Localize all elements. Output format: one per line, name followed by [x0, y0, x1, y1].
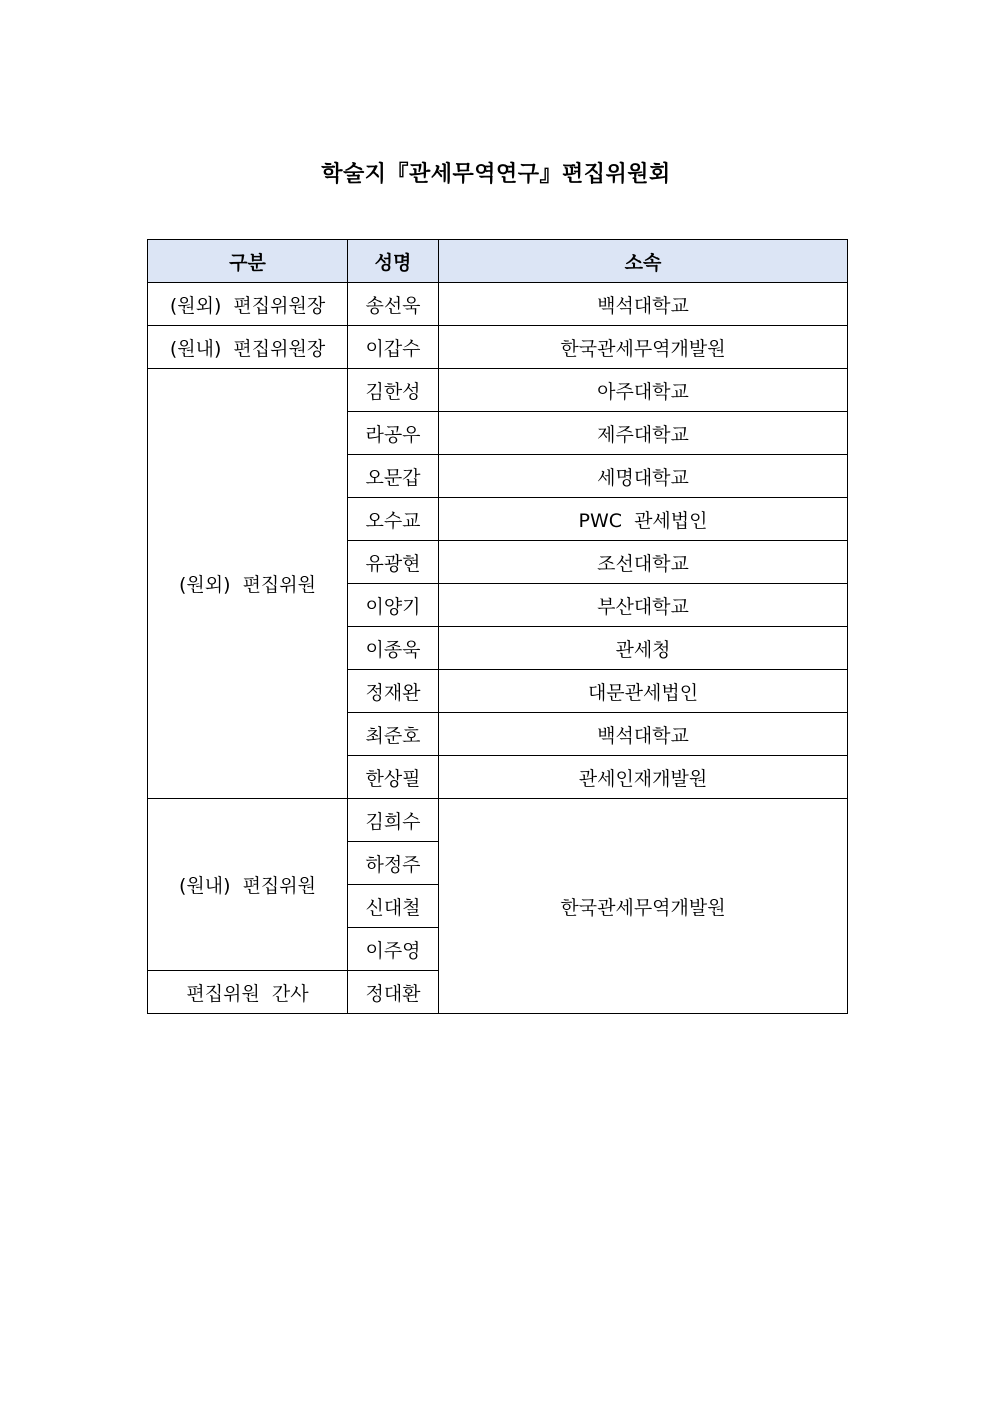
affiliation-cell: 세명대학교: [439, 455, 848, 498]
affiliation-cell: 제주대학교: [439, 412, 848, 455]
name-cell: 정대환: [348, 971, 439, 1014]
name-cell: 하정주: [348, 842, 439, 885]
header-name: 성명: [348, 240, 439, 283]
name-cell: 김한성: [348, 369, 439, 412]
affiliation-cell: 관세청: [439, 627, 848, 670]
affiliation-cell: 조선대학교: [439, 541, 848, 584]
table-row: [148, 369, 848, 412]
name-cell: 라공우: [348, 412, 439, 455]
name-cell: 이갑수: [348, 326, 439, 369]
name-cell: 유광현: [348, 541, 439, 584]
name-cell: 최준호: [348, 713, 439, 756]
category-cell: (원내) 편집위원장: [148, 326, 348, 369]
table-row: [148, 283, 848, 326]
name-cell: 이주영: [348, 928, 439, 971]
table-row: [148, 799, 848, 842]
affiliation-cell: 대문관세법인: [439, 670, 848, 713]
name-cell: 정재완: [348, 670, 439, 713]
affiliation-cell: PWC 관세법인: [439, 498, 848, 541]
shared-affiliation-cell: 한국관세무역개발원: [439, 799, 848, 1014]
header-category: 구분: [148, 240, 348, 283]
name-cell: 오수교: [348, 498, 439, 541]
document-title: 학술지『관세무역연구』편집위원회: [321, 162, 671, 187]
affiliation-cell: 아주대학교: [439, 369, 848, 412]
affiliation-cell: 부산대학교: [439, 584, 848, 627]
name-cell: 이양기: [348, 584, 439, 627]
category-cell: 편집위원 간사: [148, 971, 348, 1014]
name-cell: 신대철: [348, 885, 439, 928]
name-cell: 이종욱: [348, 627, 439, 670]
affiliation-cell: 백석대학교: [439, 283, 848, 326]
category-cell: (원외) 편집위원: [148, 369, 348, 799]
table-header-row: [148, 240, 848, 283]
affiliation-cell: 관세인재개발원: [439, 756, 848, 799]
name-cell: 한상필: [348, 756, 439, 799]
category-cell: (원외) 편집위원장: [148, 283, 348, 326]
affiliation-cell: 한국관세무역개발원: [439, 326, 848, 369]
affiliation-cell: 백석대학교: [439, 713, 848, 756]
category-cell: (원내) 편집위원: [148, 799, 348, 971]
name-cell: 김희수: [348, 799, 439, 842]
name-cell: 송선욱: [348, 283, 439, 326]
name-cell: 오문갑: [348, 455, 439, 498]
table-row: [148, 326, 848, 369]
header-affiliation: 소속: [439, 240, 848, 283]
editorial-committee-table: [147, 239, 848, 1014]
